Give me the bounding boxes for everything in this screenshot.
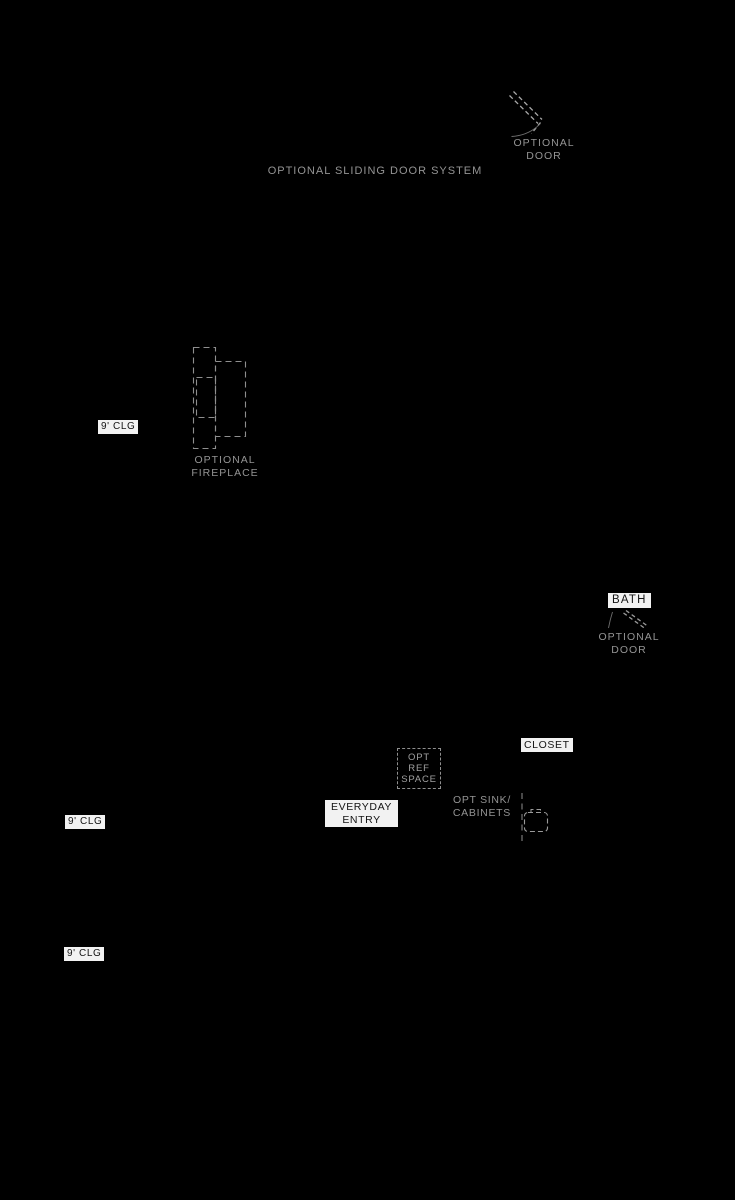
optional-door-bath-label: OPTIONAL DOOR [598, 631, 660, 656]
ceiling-height-tag-mid: 9' CLG [65, 815, 105, 829]
bath-room-tag: BATH [608, 593, 651, 608]
closet-room-tag: CLOSET [521, 738, 573, 752]
ceiling-height-tag-living: 9' CLG [98, 420, 138, 434]
ref-space-outline: OPT REF SPACE [397, 748, 441, 789]
bath-door-swing-icon [609, 611, 648, 629]
sliding-door-system-label: OPTIONAL SLIDING DOOR SYSTEM [267, 165, 483, 177]
optional-door-top-label: OPTIONAL DOOR [513, 137, 575, 162]
optional-fireplace-label: OPTIONAL FIREPLACE [191, 454, 259, 479]
ceiling-height-tag-lower: 9' CLG [64, 947, 104, 961]
sink-outline-icon [522, 793, 548, 845]
optional-door-swing-icon [510, 92, 543, 137]
fireplace-outline-icon [194, 348, 246, 449]
opt-sink-cabinets-label: OPT SINK/ CABINETS [452, 794, 511, 819]
everyday-entry-room-tag: EVERYDAY ENTRY [325, 800, 398, 827]
opt-ref-space-label: OPT [408, 752, 430, 763]
